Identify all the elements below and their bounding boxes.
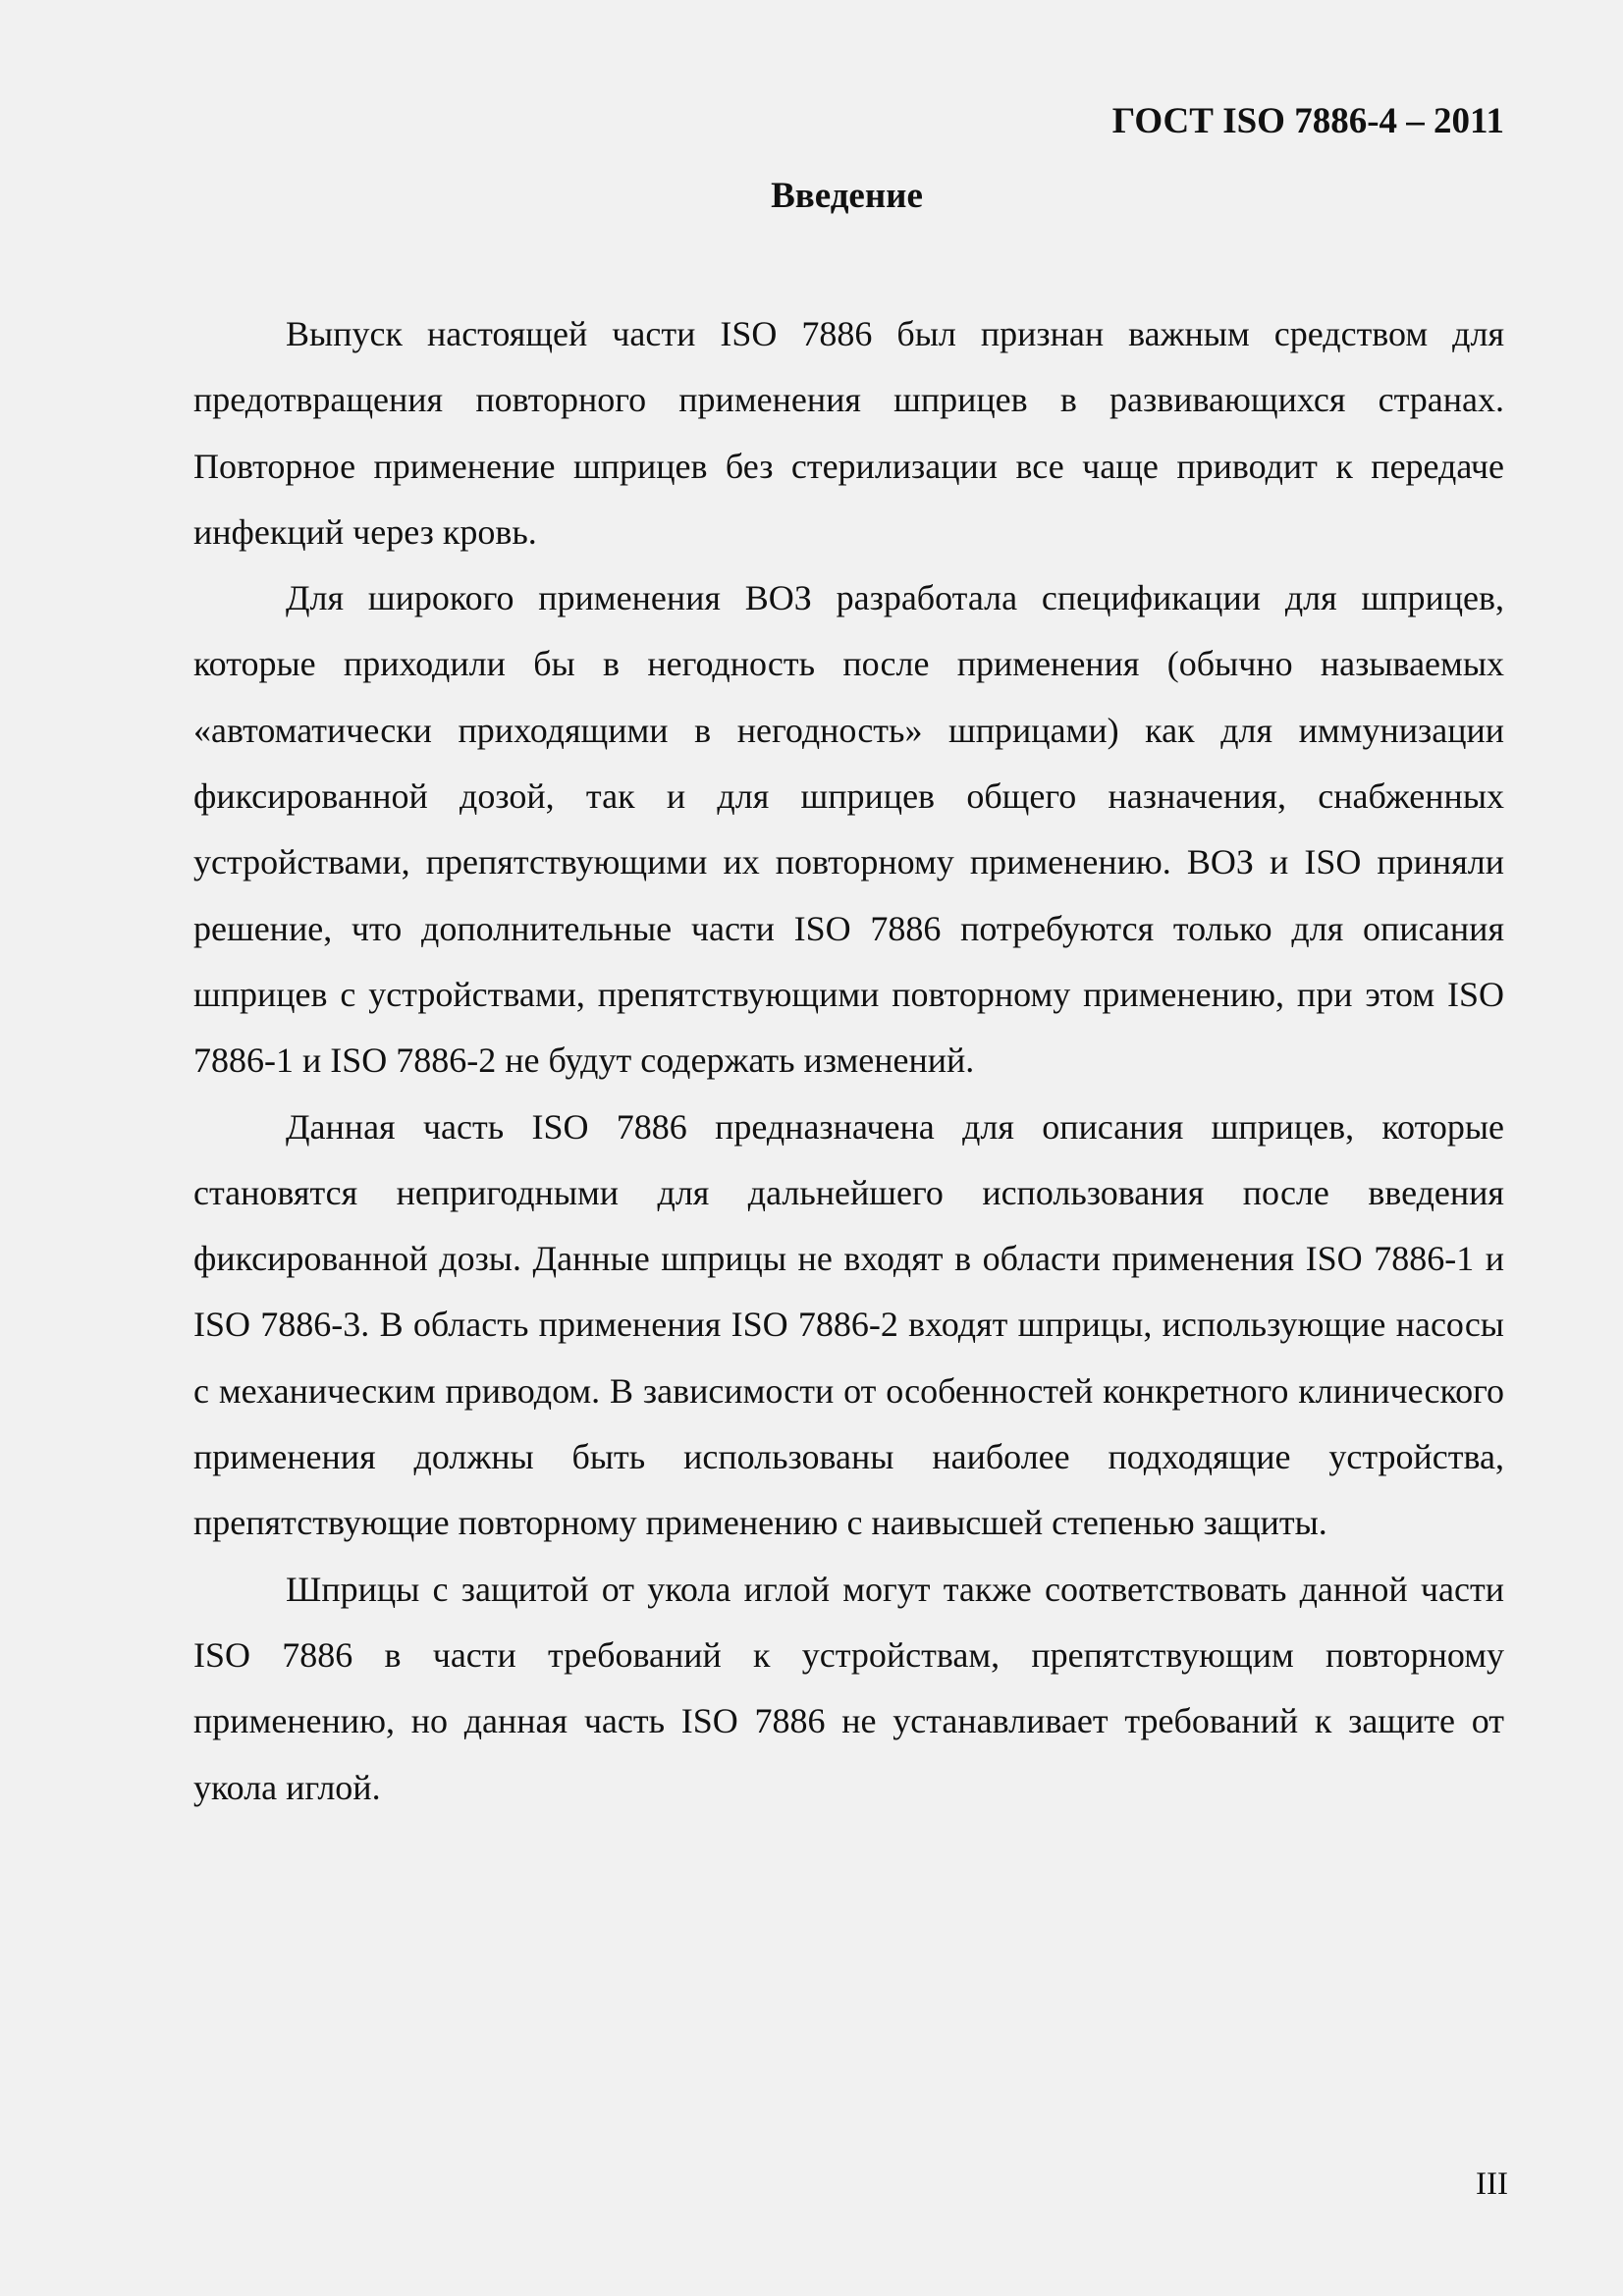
- paragraph: Выпуск настоящей части ISO 7886 был признан важным средством для предотвращения повторного применения шприцев в развивающихся странах. Повторное применение шприцев без стерилизации все чаще приводит к передаче инфекций через кровь.: [193, 314, 1504, 552]
- paragraph: Шприцы с защитой от укола иглой могут также соответствовать данной части ISO 7886 в части требований к устройствам, препятствующим повторному применению, но данная часть ISO 7886 не устанавливает требований к защите от укола иглой.: [193, 1569, 1504, 1807]
- paragraph: Для широкого применения ВОЗ разработала спецификации для шприцев, которые приходили бы в негодность после применения (обычно называемых «автоматически приходящими в негодность» шприцами) как для иммунизации фиксированной дозой, так и для шприцев общего назначения, снабженных устройствами, препятствующими их повторному применению. ВОЗ и ISO приняли решение, что дополнительные части ISO 7886 потребуются только для описания шприцев с устройствами, препятствующими повторному применению, при этом ISO 7886-1 и ISO 7886-2 не будут содержать изменений.: [193, 578, 1504, 1081]
- body-text: [193, 301, 1504, 1821]
- section-title: Введение: [771, 176, 923, 216]
- document-code-header: ГОСТ ISO 7886-4 – 2011: [1111, 101, 1504, 141]
- paragraph: Данная часть ISO 7886 предназначена для описания шприцев, которые становятся непригодными для дальнейшего использования после введения фиксированной дозы. Данные шприцы не входят в области применения ISO 7886-1 и ISO 7886-3. В область применения ISO 7886-2 входят шприцы, использующие насосы с механическим приводом. В зависимости от особенностей конкретного клинического применения должны быть использованы наиболее подходящие устройства, препятствующие повторному применению с наивысшей степенью защиты.: [193, 1106, 1504, 1543]
- page-number: III: [1476, 2166, 1508, 2202]
